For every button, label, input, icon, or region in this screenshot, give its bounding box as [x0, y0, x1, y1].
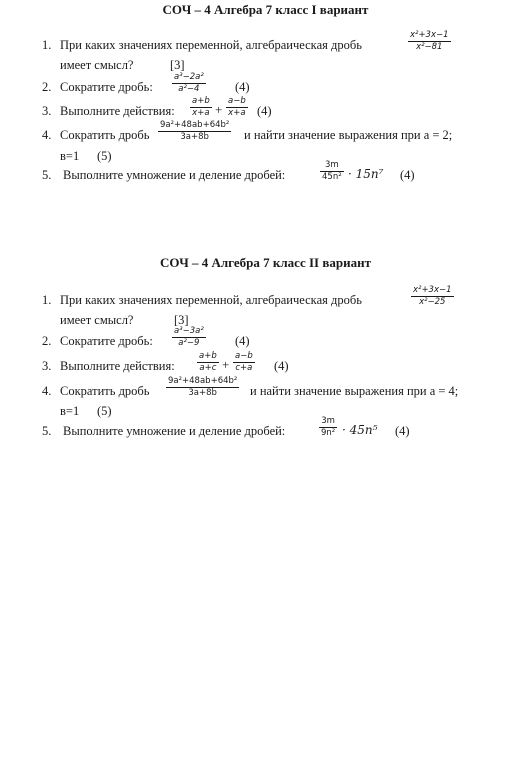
task-1-text-2: имеет смысл?: [60, 58, 134, 72]
task-3-fraction-2: [233, 352, 255, 372]
task-4-numerator: 9a²+48ab+64b²: [168, 376, 238, 386]
task-4-number: 4.: [42, 384, 52, 398]
task-4-text: Сократить дробь: [60, 384, 150, 398]
task-2-text: Сократите дробь:: [60, 334, 153, 348]
task-3-fraction-2-numerator: a−b: [228, 96, 246, 106]
task-4-text-2: и найти значение выражения при a = 4;: [250, 384, 459, 398]
task-5-multiplier: · 15n⁷: [348, 167, 384, 181]
task-5-fraction: [319, 417, 337, 437]
task-3-fraction-1-denominator: a+c: [199, 362, 217, 373]
task-1-denominator: x²−81: [416, 41, 443, 52]
task-2-fraction: [172, 327, 206, 347]
task-3-fraction-2-denominator: x+a: [228, 107, 246, 118]
task-1-numerator: x²+3x−1: [413, 285, 452, 295]
task-3-fraction-2-denominator: c+a: [235, 362, 253, 373]
task-5-number: 5.: [42, 424, 52, 438]
task-5-number: 5.: [42, 168, 52, 182]
task-4-fraction: [158, 121, 231, 141]
task-1-text-2: имеет смысл?: [60, 313, 134, 327]
task-5-text: Выполните умножение и деление дробей:: [63, 424, 286, 438]
task-2-numerator: a³−2a²: [174, 72, 204, 82]
task-2-numerator: a³−3a²: [174, 326, 204, 336]
plus-sign: +: [215, 102, 223, 117]
task-3-fraction-1-denominator: x+a: [192, 107, 210, 118]
plus-sign: +: [222, 357, 230, 372]
task-4-fraction: [166, 377, 239, 397]
task-5-numerator: 3m: [324, 160, 339, 170]
task-5-denominator: 9n²: [321, 427, 336, 438]
task-2-number: 2.: [42, 334, 52, 348]
task-4-denominator: 3a+8b: [188, 387, 217, 398]
task-4-text-3: в=1: [60, 149, 80, 163]
task-2-score: (4): [235, 334, 250, 348]
task-5-text: Выполните умножение и деление дробей:: [63, 168, 286, 182]
task-1-score: [3]: [170, 58, 185, 72]
task-5-fraction: [320, 161, 344, 181]
task-3-fraction-2-numerator: a−b: [235, 351, 253, 361]
task-2-text: Сократите дробь:: [60, 80, 153, 94]
task-2-denominator: a²−4: [178, 83, 200, 94]
task-1-fraction: [411, 286, 454, 306]
task-4-score: (5): [97, 404, 112, 418]
task-3-score: (4): [274, 359, 289, 373]
task-2-score: (4): [235, 80, 250, 94]
task-1-text: При каких значениях переменной, алгебраическая дробь: [60, 293, 362, 307]
task-4-text: Сократить дробь: [60, 128, 150, 142]
task-3-number: 3.: [42, 104, 52, 118]
task-3-text: Выполните действия:: [60, 359, 175, 373]
task-5-multiplier: · 45n⁵: [342, 423, 378, 437]
task-3-score: (4): [257, 104, 272, 118]
task-1-number: 1.: [42, 38, 52, 52]
task-2-fraction: [172, 73, 206, 93]
task-3-fraction-1: [197, 352, 219, 372]
task-3-fraction-1-numerator: a+b: [199, 351, 217, 361]
task-4-denominator: 3a+8b: [180, 131, 209, 142]
variant-1-title: СОЧ – 4 Алгебра 7 класс I вариант: [162, 2, 369, 17]
task-4-score: (5): [97, 149, 112, 163]
task-4-text-3: в=1: [60, 404, 80, 418]
task-5-numerator: 3m: [321, 416, 335, 426]
task-4-text-2: и найти значение выражения при a = 2;: [244, 128, 453, 142]
task-1-numerator: x²+3x−1: [410, 30, 449, 40]
task-3-fraction-1: [190, 97, 212, 117]
task-2-denominator: a²−9: [178, 337, 200, 348]
task-1-number: 1.: [42, 293, 52, 307]
variant-2-title: СОЧ – 4 Алгебра 7 класс II вариант: [160, 255, 371, 270]
task-3-text: Выполните действия:: [60, 104, 175, 118]
task-5-score: (4): [395, 424, 410, 438]
task-3-fraction-2: [226, 97, 248, 117]
task-2-number: 2.: [42, 80, 52, 94]
task-4-numerator: 9a²+48ab+64b²: [160, 120, 230, 130]
task-1-denominator: x²−25: [419, 296, 446, 307]
task-5-denominator: 45n²: [322, 171, 342, 182]
task-1-score: [3]: [174, 313, 189, 327]
task-1-fraction: [408, 31, 451, 51]
task-4-number: 4.: [42, 128, 52, 142]
task-1-text: При каких значениях переменной, алгебраическая дробь: [60, 38, 362, 52]
task-3-fraction-1-numerator: a+b: [192, 96, 210, 106]
task-3-number: 3.: [42, 359, 52, 373]
task-5-score: (4): [400, 168, 415, 182]
